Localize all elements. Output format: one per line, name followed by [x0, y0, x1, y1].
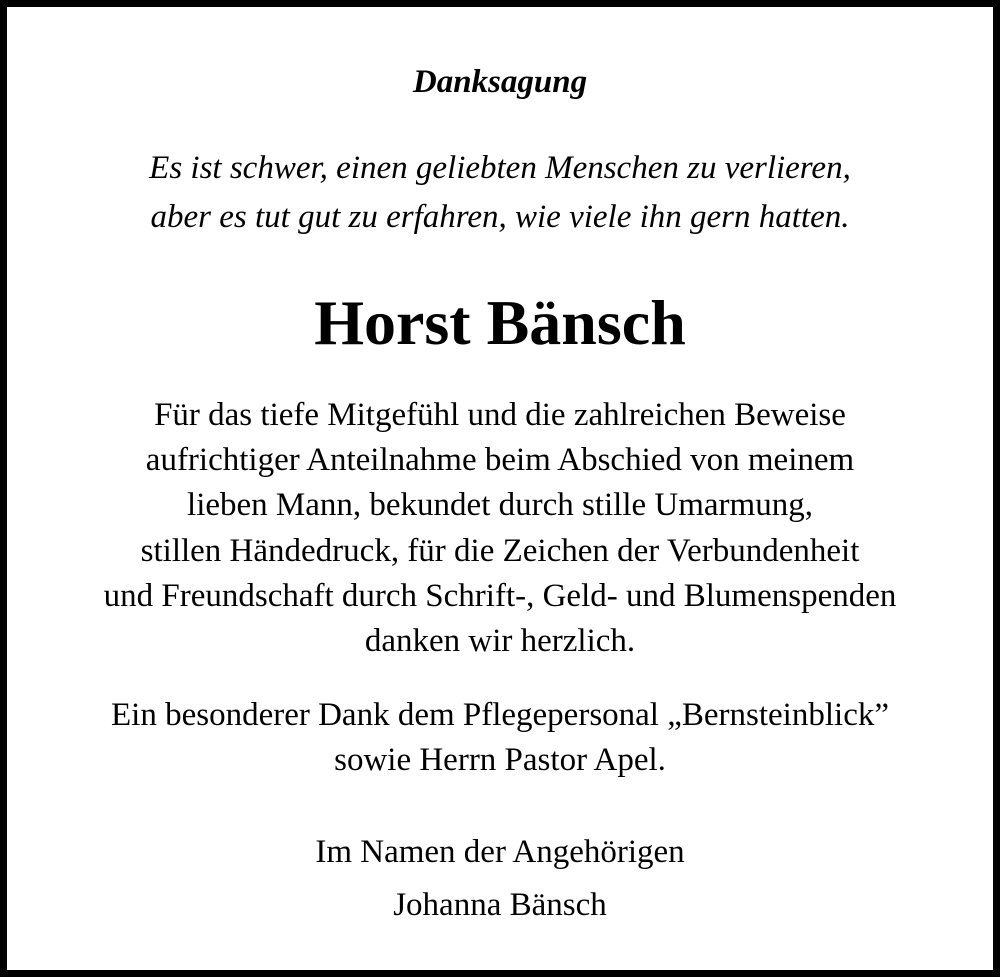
paragraph-line: stillen Händedruck, für die Zeichen der Verbundenheit: [140, 532, 860, 569]
paragraph-line: aufrichtiger Anteilnahme beim Abschied von meinem: [145, 442, 855, 479]
quote-line: aber es tut gut zu erfahren, wie viele ihn gern hatten.: [150, 199, 850, 235]
paragraph-line: danken wir herzlich.: [364, 623, 636, 660]
deceased-name: Horst Bänsch: [314, 287, 686, 358]
signature-name: Johanna Bänsch: [393, 887, 607, 923]
thanks-paragraph: [0, 393, 1000, 664]
paragraph-line: und Freundschaft durch Schrift-, Geld- und Blumenspenden: [103, 577, 897, 614]
quote-block: [0, 144, 1000, 242]
notice-heading: Danksagung: [412, 64, 588, 100]
closing-line: Im Namen der Angehörigen: [315, 834, 685, 870]
paragraph-line: lieben Mann, bekundet durch stille Umarmung,: [187, 487, 813, 524]
paragraph-line: Ein besonderer Dank dem Pflegepersonal „Bernsteinblick”: [111, 697, 889, 733]
special-thanks-paragraph: [0, 693, 1000, 783]
paragraph-line: sowie Herrn Pastor Apel.: [334, 742, 666, 778]
quote-line: Es ist schwer, einen geliebten Menschen zu verlieren,: [149, 150, 851, 186]
paragraph-line: Für das tiefe Mitgefühl und die zahlreichen Beweise: [154, 397, 846, 433]
